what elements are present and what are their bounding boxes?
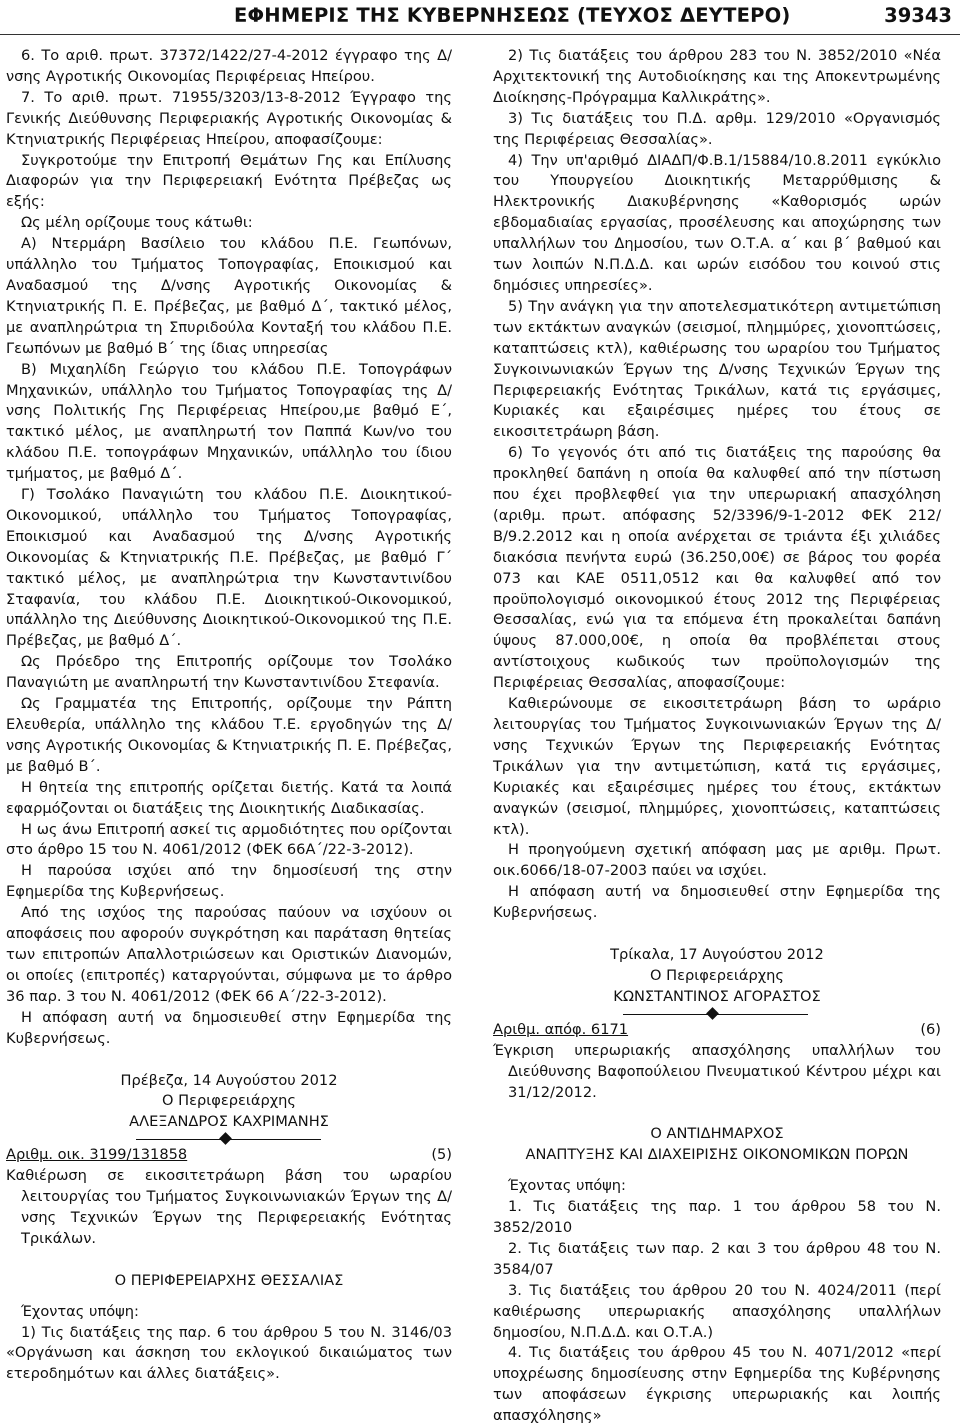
left-column xyxy=(6,46,452,1385)
paragraph: 4) Την υπ'αριθμό ΔΙΑΔΠ/Φ.Β.1/15884/10.8.2011 εγκύκλιο του Υπουργείου Διοικητικής Μεταρρύθμισης & Ηλεκτρονικής Διακυβέρνησης «Καθορισμός ωρών εβδομαδιαίας εργασίας, προσέλευσης και αποχώρησης των υπαλλήλων του Δημοσίου, των Ο.Τ.Α. α΄ και β΄ βαθμού και των λοιπών Ν.Π.Δ.Δ. και ωρών εισόδου του κοινού στις δημόσιες υπηρεσίες». xyxy=(493,151,941,294)
signer-name: ΑΛΕΞΑΝΔΡΟΣ ΚΑΧΡΙΜΑΝΗΣ xyxy=(129,1113,329,1131)
decision-number: Αριθμ. απόφ. 6171 xyxy=(493,1020,629,1038)
paragraph: Συγκροτούμε την Επιτροπή Θεμάτων Γης και Επίλυσης Διαφορών για την Περιφερειακή Ενότητα Πρέβεζας ως εξής: xyxy=(6,151,452,211)
signer-title: Ο Περιφερειάρχης xyxy=(650,966,784,984)
paragraph: 1) Τις διατάξεις της παρ. 6 του άρθρου 5 του Ν. 3146/03 «Οργάνωση και άσκηση του εκλογικού δικαιώματος των ετεροδημότων και άλλες διατάξεις». xyxy=(6,1323,452,1383)
having-regard: Έχοντας υπόψη: xyxy=(508,1177,626,1195)
list-item: 4. Τις διατάξεις του άρθρου 45 του Ν. 4071/2012 «περί υποχρέωσης δημοσίευσης στην Εφημερίδα της Κυβέρνησης των αποφάσεων έγκρισης υπερωριακής και λοιπής απασχόλησης» xyxy=(493,1344,941,1425)
authority-heading: Ο ΑΝΤΙΔΗΜΑΡΧΟΣ xyxy=(650,1125,784,1143)
decision-reference xyxy=(493,1020,941,1041)
right-column xyxy=(493,46,941,1427)
paragraph: Ως Γραμματέα της Επιτροπής, ορίζουμε την Ράπτη Ελευθερία, υπάλληλο της κλάδου Τ.Ε. εργοδηγών της Δ/νσης Αγροτικής Οικονομίας & Κτηνιατρικής Π. Ε. Πρέβεζας, με βαθμό Β΄. xyxy=(6,695,452,775)
paragraph: Ως Πρόεδρο της Επιτροπής ορίζουμε τον Τσολάκο Παναγιώτη με αναπληρωτή την Κωνσταντινίδου Στεφανία. xyxy=(6,653,452,692)
paragraph: Η απόφαση αυτή να δημοσιευθεί στην Εφημερίδα της Κυβερνήσεως. xyxy=(493,883,941,922)
paragraph: Καθιερώνουμε σε εικοσιτετράωρη βάση το ωράριο λειτουργίας του Τμήματος Συγκοινωνιακών Έργων της Δ/νσης Τεχνικών Έργων της Περιφερειακής Ενότητας Τρικάλων για την αντιμετώπιση, κατά τις εργάσιμες, Κυριακές και εξαιρέσιμες ημέρες του έτους, εκτάκτων αναγκών (σεισμοί, πλημμύρες, χιονοπτώσεις, καταπτώσεις κτλ). xyxy=(493,695,941,838)
decision-number: Αριθμ. οικ. 3199/131858 xyxy=(6,1146,188,1164)
paragraph: Από της ισχύος της παρούσας παύουν να ισχύουν οι αποφάσεις που αφορούν συγκρότηση και παράταση θητείας των επιτροπών Απαλλοτριώσεων και Οριστικών Διανομών, οι οποίες (επιτροπές) καταργούνται, σύμφωνα με το άρθρο 36 παρ. 3 του Ν. 4061/2012 (ΦΕΚ 66 Α΄/22-3-2012). xyxy=(6,904,452,1005)
place-date: Τρίκαλα, 17 Αυγούστου 2012 xyxy=(610,946,824,964)
decision-index: (6) xyxy=(920,1020,941,1038)
list-item: 2. Τις διατάξεις των παρ. 2 και 3 του άρθρου 48 του Ν. 3584/07 xyxy=(493,1239,941,1278)
paragraph: Η ως άνω Επιτροπή ασκεί τις αρμοδιότητες που ορίζονται στο άρθρο 15 του Ν. 4061/2012 (ΦΕΚ 66Α΄/22-3-2012). xyxy=(6,820,452,859)
paragraph: Α) Ντερμάρη Βασίλειο του κλάδου Π.Ε. Γεωπόνων, υπάλληλο του Τμήματος Τοπογραφίας, Εποικισμού και Αναδασμού της Δ/νσης Αγροτικής Οικονομίας & Κτηνιατρικής Π. Ε. Πρέβεζας, με βαθμό Δ΄, τακτικό μέλος, με αναπληρώτρια τη Σπυριδούλα Κονταξή του κλάδου Π.Ε. Γεωπόνων με βαθμό Β΄ της ίδιας υπηρεσίας xyxy=(6,235,452,357)
signer-title: Ο Περιφερειάρχης xyxy=(162,1092,296,1110)
authority-heading: Ο ΠΕΡΙΦΕΡΕΙΑΡΧΗΣ ΘΕΣΣΑΛΙΑΣ xyxy=(114,1271,344,1289)
paragraph: Η προηγούμενη σχετική απόφαση μας με αριθμ. Πρωτ. οικ.6066/18-07-2003 παύει να ισχύει. xyxy=(493,841,941,880)
paragraph: Η απόφαση αυτή να δημοσιευθεί στην Εφημερίδα της Κυβερνήσεως. xyxy=(6,1008,452,1047)
section-separator xyxy=(493,1008,941,1020)
page-header xyxy=(0,0,960,38)
authority-heading: ΑΝΑΠΤΥΞΗΣ ΚΑΙ ΔΙΑΧΕΙΡΙΣΗΣ ΟΙΚΟΝΟΜΙΚΩΝ ΠΟΡΩΝ xyxy=(525,1146,909,1164)
decision-title: Καθιέρωση σε εικοσιτετράωρη βάση του ωραρίου λειτουργίας του Τμήματος Συγκοινωνιακών Έργων της Δ/νσης Τεχνικών Έργων της Περιφερειακής Ενότητας Τρικάλων. xyxy=(6,1167,452,1247)
decision-index: (5) xyxy=(431,1146,452,1164)
decision-title: Έγκριση υπερωριακής απασχόλησης υπαλλήλων του Διεύθυνσης Βαφοπούλειου Πνευματικού Κέντρου μέχρι και 31/12/2012. xyxy=(493,1041,941,1101)
paragraph: 2) Τις διατάξεις του άρθρου 283 του Ν. 3852/2010 «Νέα Αρχιτεκτονική της Αυτοδιοίκησης και της Αποκεντρωμένης Διοίκησης-Πρόγραμμα Καλλικράτης». xyxy=(493,47,941,106)
list-item: 3. Τις διατάξεις του άρθρου 20 του Ν. 4024/2011 (περί καθιέρωσης υπερωριακής απασχόλησης υπαλλήλων δημοσίου, Ν.Π.Δ.Δ. και Ο.Τ.Α.) xyxy=(493,1281,941,1341)
list-item: 1. Τις διατάξεις της παρ. 1 του άρθρου 58 του Ν. 3852/2010 xyxy=(493,1198,941,1237)
decision-reference xyxy=(6,1145,452,1166)
paragraph: Γ) Τσολάκο Παναγιώτη του κλάδου Π.Ε. Διοικητικού-Οικονομικού, υπάλληλο του Τμήματος Τοπογραφίας, Εποικισμού και Αναδασμού της Δ/νσης Αγροτικής Οικονομίας & Κτηνιατρικής Π.Ε. Πρέβεζας, με βαθμό Γ΄ τακτικό μέλος, με αναπληρώτρια την Κωνσταντινίδου Σταφανία, του κλάδου Π.Ε. Διοικητικού-Οικονομικού, υπάλληλο της Διεύθυνσης Διοικητικού-Οικονομικού της Π.Ε. Πρέβεζας, με βαθμό Δ΄. xyxy=(6,486,452,650)
paragraph: Η θητεία της επιτροπής ορίζεται διετής. Κατά τα λοιπά εφαρμόζονται οι διατάξεις της Διοικητικής Διαδικασίας. xyxy=(6,778,452,817)
page-number: 39343 xyxy=(884,4,952,27)
paragraph: Β) Μιχαηλίδη Γεώργιο του κλάδου Π.Ε. Τοπογράφων Μηχανικών, υπάλληλο του Τμήματος Τοπογραφίας της Δ/νσης Πολιτικής Γης Περιφέρειας Ηπείρου,με βαθμό Ε΄, τακτικό μέλος, με αναπληρωτή τον Παππά Κων/νο του κλάδου Π.Ε. τοπογράφων Μηχανικών, υπάλληλο του ίδιου τμήματος, με βαθμό Δ΄. xyxy=(6,360,452,483)
section-separator xyxy=(6,1133,452,1145)
header-rule xyxy=(0,34,960,35)
place-date: Πρέβεζα, 14 Αυγούστου 2012 xyxy=(120,1071,338,1089)
paragraph: Η παρούσα ισχύει από την δημοσίευσή της στην Εφημερίδα της Κυβερνήσεως. xyxy=(6,862,452,901)
paragraph: 7. Το αριθ. πρωτ. 71955/3203/13-8-2012 Έγγραφο της Γενικής Διεύθυνσης Περιφεριακής Αγροτικής Οικονομίας & Κτηνιατρικής Περιφέρειας Ηπείρου, αποφασίζουμε: xyxy=(6,88,452,148)
gazette-title: ΕΦΗΜΕΡΙΣ ΤΗΣ ΚΥΒΕΡΝΗΣΕΩΣ (ΤΕΥΧΟΣ ΔΕΥΤΕΡΟ) xyxy=(234,4,791,27)
paragraph: Ως μέλη ορίζουμε τους κάτωθι: xyxy=(21,214,253,232)
paragraph: 6. Το αριθ. πρωτ. 37372/1422/27-4-2012 έγγραφο της Δ/νσης Αγροτικής Οικονομίας Περιφέρειας Ηπείρου. xyxy=(6,47,452,85)
paragraph: 6) Το γεγονός ότι από τις διατάξεις της παρούσης θα προκληθεί δαπάνη η οποία θα καλυφθεί από την πίστωση που έχει προβλεφθεί για την υπερωριακή απασχόληση (αριθμ. πρωτ. απόφασης 52/3396/9-1-2012 ΦΕΚ 212/Β/9.2.2012 και η οποία ανέρχεται σε τριάντα έξι χιλιάδες διακόσια πενήντα ευρώ (36.250,00€) σε βάρος του φορέα 073 και ΚΑΕ 0511,0512 και θα καλυφθεί από τον προϋπολογισμό οικονομικού έτους 2012 της Περιφέρειας Θεσσαλίας, ενώ για τα επόμενα έτη προκαλείται δαπάνη ύψους 87.000,00€, η οποία θα προβλέπεται στους αντίστοιχους κωδικούς των προϋπολογισμών της Περιφέρειας Θεσσαλίας, αποφασίζουμε: xyxy=(493,444,941,692)
signer-name: ΚΩΝΣΤΑΝΤΙΝΟΣ ΑΓΟΡΑΣΤΟΣ xyxy=(613,987,821,1005)
paragraph: 3) Τις διατάξεις του Π.Δ. αρθμ. 129/2010 «Οργανισμός της Περιφέρειας Θεσσαλίας». xyxy=(493,109,941,148)
paragraph: 5) Την ανάγκη για την αποτελεσματικότερη αντιμετώπιση των εκτάκτων αναγκών (σεισμοί, πλημμύρες, χιονοπτώσεις, καταπτώσεις κτλ), καθιέρωσης του ωραρίου του Τμήματος Συγκοινωνιακών Έργων της Δ/νσης Τεχνικών Έργων της Περιφερειακής Ενότητας Τρικάλων, κατά τις εργάσιμες, Κυριακές και εξαιρέσιμες ημέρες του έτους σε εικοσιτετράωρη βάση. xyxy=(493,297,941,441)
having-regard: Έχοντας υπόψη: xyxy=(21,1302,139,1320)
